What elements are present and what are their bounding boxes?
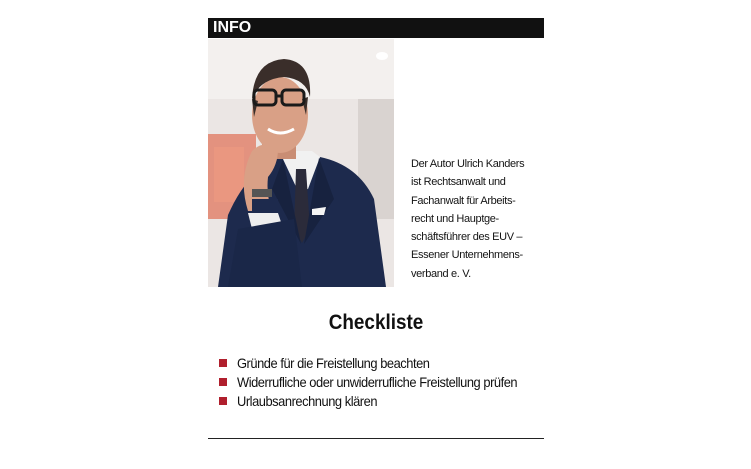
checklist-item-text: Widerrufliche oder unwiderrufliche Freistellung prüfen [237,374,518,390]
square-bullet-icon [219,378,227,386]
checklist-item-text: Urlaubsanrechnung klären [237,393,378,409]
info-label: INFO [213,19,252,36]
author-photo [208,39,394,287]
bottom-divider [208,438,544,439]
square-bullet-icon [219,397,227,405]
checklist-title: Checkliste [328,311,424,334]
square-bullet-icon [219,359,227,367]
checklist-item-text: Gründe für die Freistellung beachten [237,355,430,371]
author-bio: Der Autor Ulrich Kanders ist Rechtsanwalt und Fachanwalt für Arbeits- recht und Hauptge- schäftsführer des EUV – Essener Unternehmens- verband e. V. [411,158,525,280]
info-header-bar [208,18,544,38]
